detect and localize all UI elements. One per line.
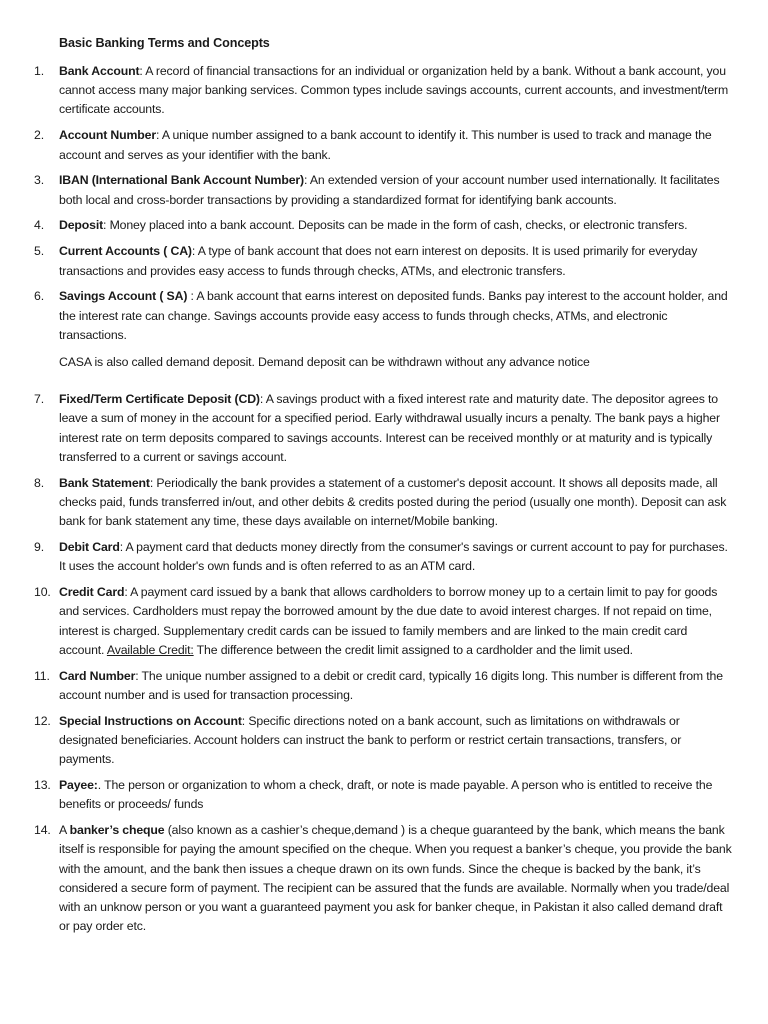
list-item	[0, 821, 768, 936]
term-definition: : Money placed into a bank account. Deposits can be made in the form of cash, checks, or electronic transfers.	[103, 218, 688, 233]
term-definition: : A unique number assigned to a bank account to identify it. This number is used to track and manage the account and serves as your identifier with the bank.	[59, 128, 712, 162]
list-item	[0, 667, 768, 705]
list-item	[0, 242, 768, 280]
term-definition: : Specific directions noted on a bank account, such as limitations on withdrawals or designated beneficiaries. Account holders can instruct the bank to perform or restrict certain transactions, transfers, or payments.	[59, 713, 682, 767]
list-item	[0, 538, 768, 576]
list-item	[0, 126, 768, 164]
term-definition: : A payment card that deducts money directly from the consumer's savings or current account to pay for purchases. It uses the account holder's own funds and is often referred to as an ATM card.	[59, 540, 728, 574]
term-definition: : A bank account that earns interest on deposited funds. Banks pay interest to the account holder, and the interest rate can change. Savings accounts provide easy access to funds through checks, ATMs, and electronic transactions.	[59, 289, 728, 342]
item-number: 2.	[34, 128, 44, 143]
term-definition: (also known as a cashier’s cheque,demand ) is a cheque guaranteed by the bank, which means the bank itself is responsible for paying the amount specified on the cheque. When you request a banker’s cheque, you provide the bank with the amount, and the bank then issues a cheque drawn on its own funds. Since the cheque is backed by the bank, it’s considered a secure form of payment. The recipient can be assured that the funds are available. Normally when you trade/deal with an unknow person or you want a guaranteed payment you ask for banker cheque, in Pakistan it also called demand draft or pay order etc.	[59, 823, 732, 934]
term-name: Card Number	[59, 668, 136, 683]
term-name: Payee:	[59, 778, 98, 793]
term-name: Bank Statement	[59, 475, 150, 490]
list-item	[0, 62, 768, 120]
item-number: 7.	[34, 392, 44, 407]
item-number: 9.	[34, 540, 44, 555]
term-name: Savings Account ( SA)	[59, 289, 188, 304]
available-credit-term: Available Credit:	[106, 642, 194, 657]
item-number: 12.	[34, 713, 51, 728]
term-definition: : A type of bank account that does not earn interest on deposits. It is used primarily for everyday transactions and provides easy access to funds through checks, ATMs, and electronic transfers.	[59, 244, 698, 278]
term-name: banker’s cheque	[69, 823, 165, 838]
item-number: 1.	[34, 64, 44, 78]
available-credit-definition: The difference between the credit limit assigned to a cardholder and the limit used.	[193, 642, 633, 657]
casa-note: CASA is also called demand deposit. Demand deposit can be withdrawn without any advance notice	[59, 355, 590, 370]
term-name: Special Instructions on Account	[59, 713, 242, 728]
item-number: 13.	[34, 778, 51, 793]
term-definition: : A payment card issued by a bank that allows cardholders to borrow money up to a certain limit to pay for goods and services. Cardholders must repay the borrowed amount by the due date to avoid interest charges. If not repaid on time, interest is charged. Supplementary credit cards can be issued to family members and are linked to the main credit card account.	[59, 585, 718, 657]
term-definition: : A record of financial transactions for an individual or organization held by a bank. Without a bank account, you cannot access many major banking services. Common types include savings accounts, current accounts, and investment/term certificate accounts.	[59, 64, 729, 117]
term-definition: : The unique number assigned to a debit or credit card, typically 16 digits long. This number is different from the account number and is used for transaction processing.	[59, 668, 723, 702]
list-item	[0, 712, 768, 770]
list-item	[0, 776, 768, 814]
list-item	[0, 474, 768, 532]
item-number: 14.	[34, 823, 51, 838]
term-definition: : A savings product with a fixed interest rate and maturity date. The depositor agrees to leave a sum of money in the account for a specified period. Early withdrawal usually incurs a penalty. The bank pays a higher interest rate on term deposits compared to savings accounts. Interest can be received monthly or at maturity and is typically transferred to a current or savings account.	[59, 392, 720, 464]
list-item	[0, 216, 768, 235]
item-number: 3.	[34, 173, 44, 188]
term-name: IBAN (International Bank Account Number)	[59, 173, 304, 188]
term-name: Account Number	[59, 128, 156, 143]
document-title: Basic Banking Terms and Concepts	[59, 36, 270, 50]
term-name: Fixed/Term Certificate Deposit (CD)	[59, 392, 260, 407]
term-name: Deposit	[59, 218, 104, 233]
term-name: Debit Card	[59, 540, 120, 555]
term-name: Bank Account	[59, 64, 140, 78]
item-prefix: A	[59, 823, 70, 838]
term-definition: . The person or organization to whom a check, draft, or note is made payable. A person who is entitled to receive the benefits or proceeds/ funds	[59, 778, 713, 812]
term-definition: : Periodically the bank provides a statement of a customer's deposit account. It shows all deposits made, all checks paid, funds transferred in/out, and other debits & credits posted during the period (usually one month). Deposit can ask bank for bank statement any time, these days available on internet/Mobile banking.	[59, 475, 727, 529]
list-item	[0, 390, 768, 467]
item-number: 10.	[34, 585, 51, 600]
term-name: Credit Card	[59, 585, 125, 600]
terms-list	[0, 62, 768, 943]
item-number: 4.	[34, 218, 44, 233]
item-number: 6.	[34, 289, 44, 304]
list-item	[0, 287, 768, 345]
list-item	[0, 171, 768, 209]
item-number: 11.	[34, 668, 50, 683]
term-name: Current Accounts ( CA)	[59, 244, 192, 259]
item-number: 8.	[34, 475, 44, 490]
list-item	[0, 583, 768, 660]
term-definition: : An extended version of your account number used internationally. It facilitates both local and cross-border transactions by providing a standardized format for identifying bank accounts.	[59, 173, 720, 207]
item-number: 5.	[34, 244, 44, 259]
